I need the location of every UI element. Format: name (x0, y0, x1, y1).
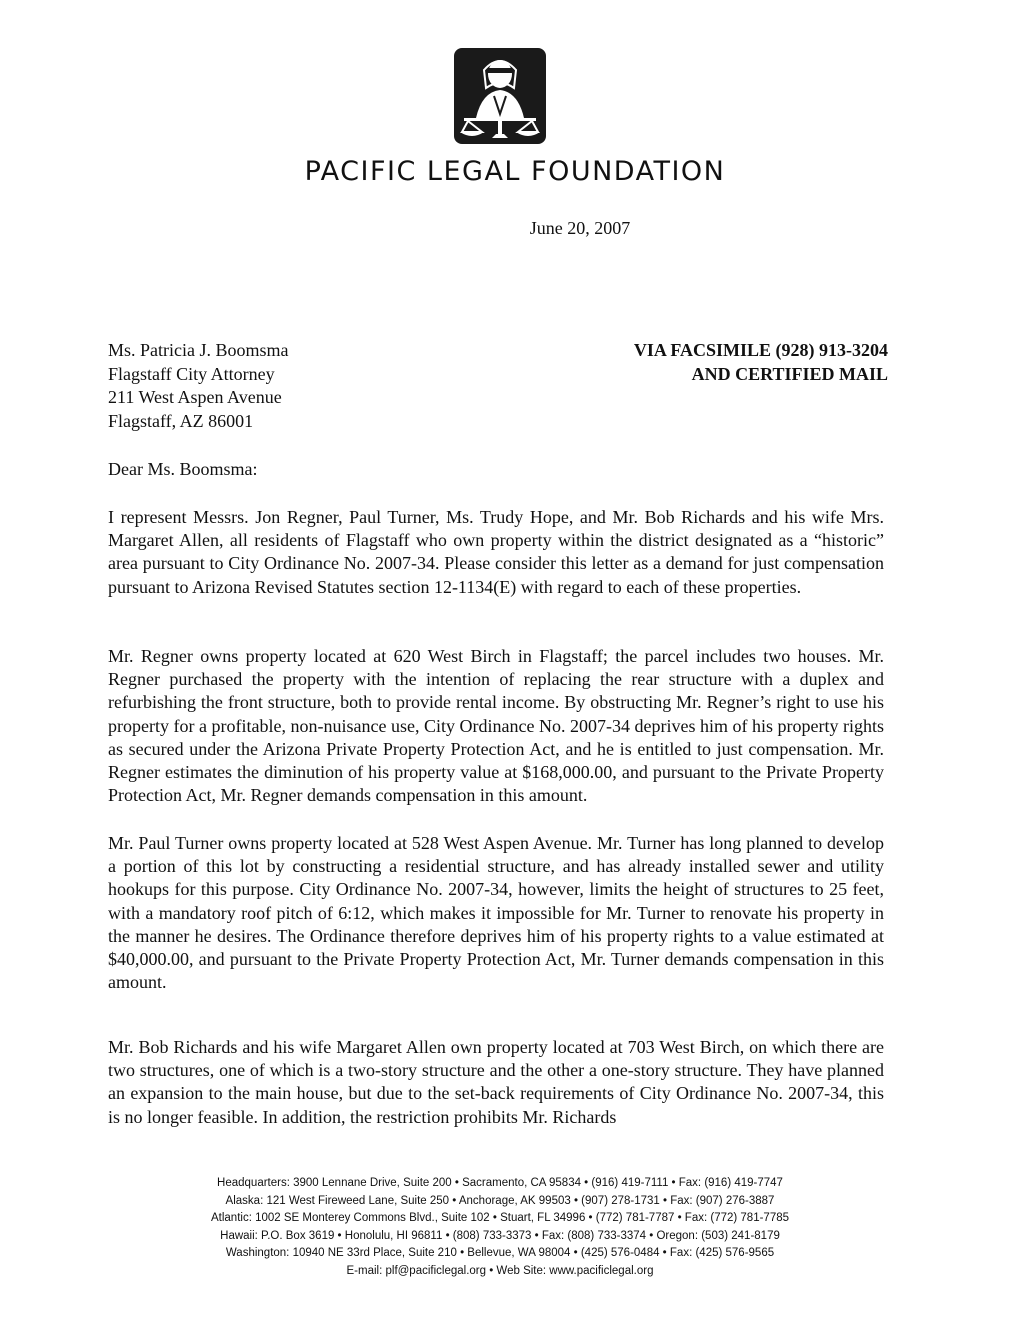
footer-line-headquarters: Headquarters: 3900 Lennane Drive, Suite 200 • Sacramento, CA 95834 • (916) 419-7111 • Fax: (916) 419-7747 (217, 1177, 783, 1189)
footer-line-washington: Washington: 10940 NE 33rd Place, Suite 210 • Bellevue, WA 98004 • (425) 576-0484 • Fax: (425) 576-9565 (225, 1247, 775, 1259)
body-paragraph: I represent Messrs. Jon Regner, Paul Turner, Ms. Trudy Hope, and Mr. Bob Richards and his wife Mrs. Margaret Allen, all residents of Flagstaff who own property within the district designated as a “historic” area pursuant to City Ordinance No. 2007-34. Please consider this letter as a demand for just compensation pursuant to Arizona Revised Statutes section 12-1134(E) with regard to each of these properties. (108, 507, 884, 597)
delivery-method (560, 339, 888, 386)
salutation: Dear Ms. Boomsma: (108, 459, 258, 479)
body-paragraph: Mr. Regner owns property located at 620 West Birch in Flagstaff; the parcel includes two houses. Mr. Regner purchased the property with the intention of replacing the rear structure with a duplex and refurbishing the front structure, both to provide rental income. By obstructing Mr. Regner’s right to use his property for a profitable, non-nuisance use, City Ordinance No. 2007-34 deprives him of his property rights as secured under the Arizona Private Property Protection Act, and he is entitled to just compensation. Mr. Regner estimates the diminution of his property value at $168,000.00, and pursuant to the Private Property Protection Act, Mr. Regner demands compensation in this amount. (108, 646, 884, 806)
recipient-address (108, 339, 289, 433)
body-paragraph: Mr. Bob Richards and his wife Margaret Allen own property located at 703 West Birch, on which there are two structures, one of which is a two-story structure and the other a one-story structure. They have planned an expansion to the main house, but due to the set-back requirements of City Ordinance No. 2007-34, this is no longer feasible. In addition, the restriction prohibits Mr. Richards (108, 1037, 884, 1127)
delivery-line-mail: AND CERTIFIED MAIL (691, 363, 888, 384)
footer-line-contact: E-mail: plf@pacificlegal.org • Web Site: www.pacificlegal.org (346, 1264, 654, 1277)
lady-justice-scales-icon (454, 48, 546, 144)
footer-line-atlantic: Atlantic: 1002 SE Monterey Commons Blvd., Suite 102 • Stuart, FL 34996 • (772) 781-7787 • Fax: (772) 781-7785 (210, 1212, 790, 1224)
recipient-street: 211 West Aspen Avenue (108, 387, 282, 407)
delivery-line-fax: VIA FACSIMILE (928) 913-3204 (633, 340, 888, 360)
recipient-city: Flagstaff, AZ 86001 (108, 410, 254, 431)
letterhead-footer (140, 1175, 860, 1280)
footer-line-hawaii-oregon: Hawaii: P.O. Box 3619 • Honolulu, HI 96811 • (808) 733-3373 • Fax: (808) 733-3374 • Oregon: (503) 241-8179 (220, 1229, 780, 1242)
organization-name: PACIFIC LEGAL FOUNDATION (304, 156, 726, 187)
recipient-title: Flagstaff City Attorney (108, 363, 275, 384)
footer-line-alaska: Alaska: 121 West Fireweed Lane, Suite 250 • Anchorage, AK 99503 • (907) 278-1731 • Fax: (907) 276-3887 (225, 1194, 775, 1207)
letter-date: June 20, 2007 (529, 218, 631, 238)
body-paragraph: Mr. Paul Turner owns property located at 528 West Aspen Avenue. Mr. Turner has long planned to develop a portion of this lot by constructing a residential structure, and has already installed sewer and utility hookups for this purpose. City Ordinance No. 2007-34, however, limits the height of structures to 25 feet, with a mandatory roof pitch of 6:12, which makes it impossible for Mr. Turner to renovate his property in the manner he desires. The Ordinance therefore deprives him of his property rights to a value estimated at $40,000.00, and pursuant to the Private Property Protection Act, Mr. Turner demands compensation in this amount. (108, 833, 884, 993)
recipient-name: Ms. Patricia J. Boomsma (108, 340, 289, 360)
